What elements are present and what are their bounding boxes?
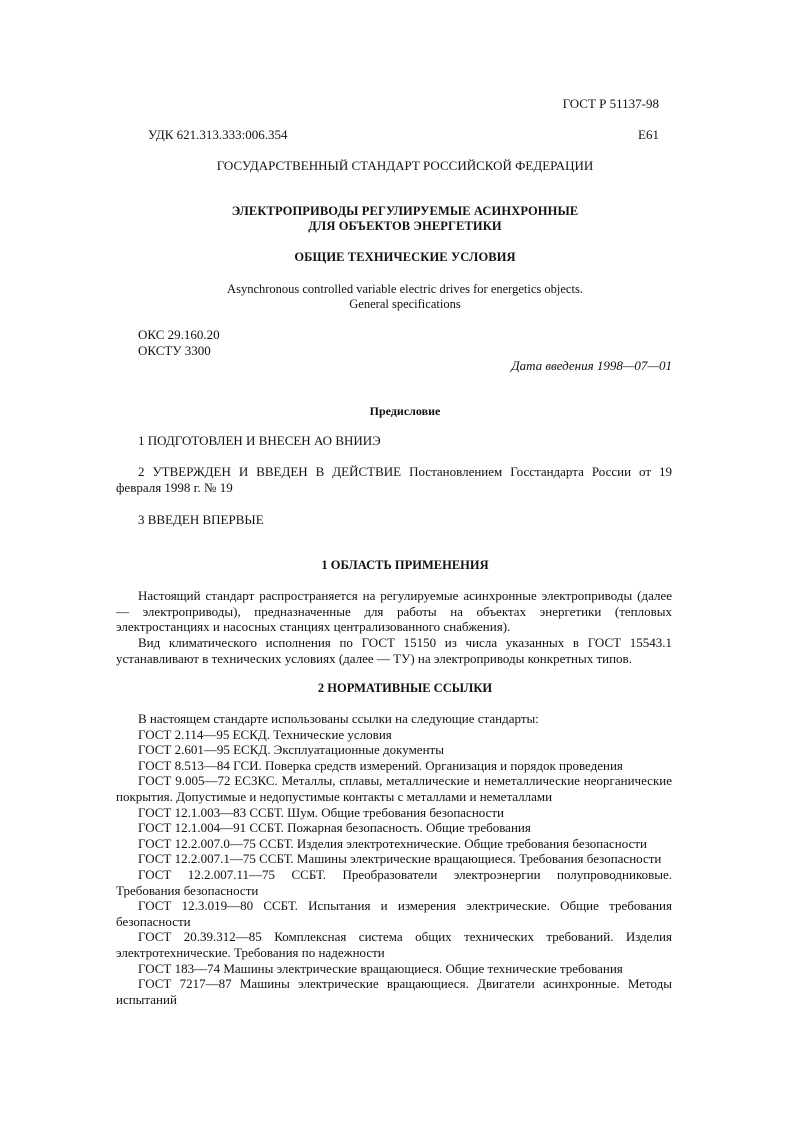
reference-item: ГОСТ 7217—87 Машины электрические вращающиеся. Двигатели асинхронные. Методы испытаний (116, 976, 672, 1007)
reference-item: ГОСТ 9.005—72 ЕСЗКС. Металлы, сплавы, металлические и неметаллические неорганические покрытия. Допустимые и недопустимые контакты с металлами и неметаллами (116, 773, 672, 804)
foreword-item-2: 2 УТВЕРЖДЕН И ВВЕДЕН В ДЕЙСТВИЕ Постановлением Госстандарта России от 19 февраля 1998 г. № 19 (116, 464, 672, 495)
section-2-heading: 2 НОРМАТИВНЫЕ ССЫЛКИ (317, 681, 493, 695)
introduction-date: Дата введения 1998—07—01 (511, 358, 672, 373)
document-title-line-2: ДЛЯ ОБЪЕКТОВ ЭНЕРГЕТИКИ (308, 219, 502, 233)
reference-item: ГОСТ 20.39.312—85 Комплексная система общих технических требований. Изделия электротехнические. Требования по надежности (116, 929, 672, 960)
english-title-line-2: General specifications (349, 297, 461, 311)
reference-item: ГОСТ 183—74 Машины электрические вращающиеся. Общие технические требования (138, 960, 623, 976)
classification-code: Е61 (638, 127, 659, 142)
document-title-line-1: ЭЛЕКТРОПРИВОДЫ РЕГУЛИРУЕМЫЕ АСИНХРОННЫЕ (231, 204, 579, 218)
section-1-heading: 1 ОБЛАСТЬ ПРИМЕНЕНИЯ (321, 558, 489, 572)
reference-item: ГОСТ 2.601—95 ЕСКД. Эксплуатационные документы (138, 742, 444, 758)
reference-item: ГОСТ 8.513—84 ГСИ. Поверка средств измерений. Организация и порядок проведения (138, 757, 623, 773)
foreword-heading: Предисловие (369, 404, 441, 418)
normative-references-list (116, 711, 672, 1007)
oks-code: ОКС 29.160.20 (138, 327, 220, 342)
english-title-line-1: Asynchronous controlled variable electric drives for energetics objects. (227, 282, 583, 296)
references-intro: В настоящем стандарте использованы ссылки на следующие стандарты: (138, 711, 539, 726)
section-1-paragraph-1: Настоящий стандарт распространяется на регулируемые асинхронные электроприводы (далее — электроприводы), предназначенные для работы на объектах энергетики (тепловых электростанциях и насосных станциях централизованного снабжения). (116, 588, 672, 635)
document-number: ГОСТ Р 51137-98 (562, 96, 659, 111)
state-standard-heading: ГОСУДАРСТВЕННЫЙ СТАНДАРТ РОССИЙСКОЙ ФЕДЕРАЦИИ (216, 158, 594, 173)
reference-item: ГОСТ 12.3.019—80 ССБТ. Испытания и измерения электрические. Общие требования безопасности (116, 898, 672, 929)
document-subtitle: ОБЩИЕ ТЕХНИЧЕСКИЕ УСЛОВИЯ (294, 250, 516, 264)
reference-item: ГОСТ 12.2.007.1—75 ССБТ. Машины электрические вращающиеся. Требования безопасности (138, 851, 662, 867)
foreword-item-3: 3 ВВЕДЕН ВПЕРВЫЕ (138, 512, 264, 527)
reference-item: ГОСТ 12.1.003—83 ССБТ. Шум. Общие требования безопасности (138, 804, 505, 820)
okstu-code: ОКСТУ 3300 (138, 343, 211, 358)
reference-item: ГОСТ 12.2.007.11—75 ССБТ. Преобразователи электроэнергии полупроводниковые. Требования безопасности (116, 866, 672, 898)
section-1-paragraph-2: Вид климатического исполнения по ГОСТ 15150 из числа указанных в ГОСТ 15543.1 устанавливают в технических условиях (далее — ТУ) на электроприводы конкретных типов. (116, 635, 672, 666)
foreword-item-1: 1 ПОДГОТОВЛЕН И ВНЕСЕН АО ВНИИЭ (138, 433, 381, 448)
reference-item: ГОСТ 12.2.007.0—75 ССБТ. Изделия электротехнические. Общие требования безопасности (138, 835, 647, 851)
reference-item: ГОСТ 12.1.004—91 ССБТ. Пожарная безопасность. Общие требования (138, 820, 531, 836)
reference-item: ГОСТ 2.114—95 ЕСКД. Технические условия (138, 726, 392, 742)
udk-code: УДК 621.313.333:006.354 (148, 127, 288, 142)
